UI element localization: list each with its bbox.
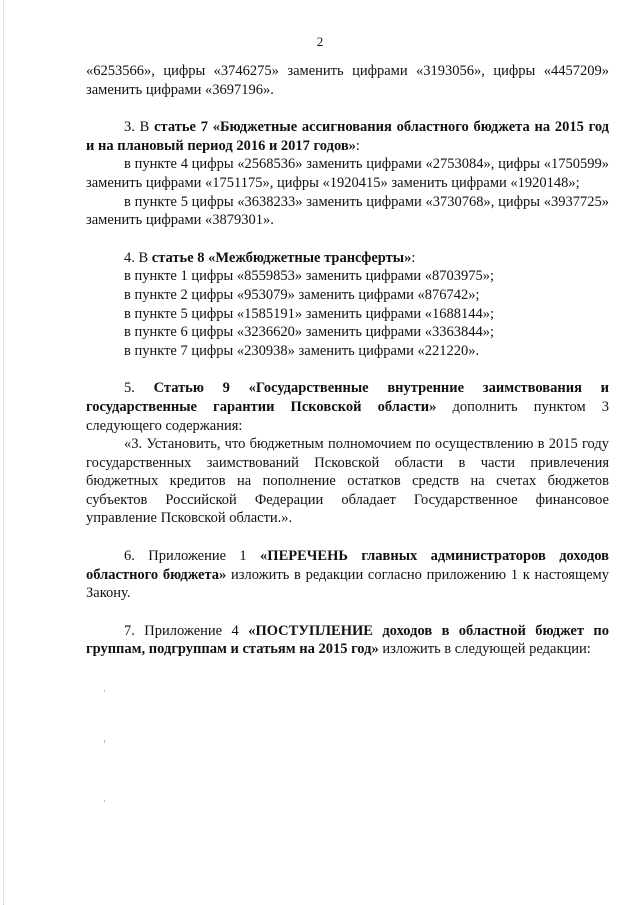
scan-speck	[104, 740, 105, 743]
scan-edge	[3, 0, 4, 905]
item-3-point-5: в пункте 5 цифры «3638233» заменить цифрами «3730768», цифры «3937725» заменить цифрами «3879301».	[86, 193, 609, 229]
item-4-point-5: в пункте 5 цифры «1585191» заменить цифрами «1688144»;	[124, 305, 495, 322]
scan-speck	[104, 690, 105, 692]
item-6: 6. Приложение 1 «ПЕРЕЧЕНЬ главных администраторов доходов областного бюджета» изложить в редакции согласно приложению 1 к настоящему Закону.	[86, 548, 610, 602]
item-3-point-4: в пункте 4 цифры «2568536» заменить цифрами «2753084», цифры «1750599» заменить цифрами «1751175», цифры «1920415» заменить цифрами «1920148»;	[86, 156, 609, 191]
item-5-heading: 5. Статью 9 «Государственные внутренние заимствования и государственные гарантии Псковской области» дополнить пунктом 3 следующего содержания:	[86, 380, 609, 434]
item-4-point-2: в пункте 2 цифры «953079» заменить цифрами «876742»;	[124, 286, 480, 303]
article-reference: статье 7 «Бюджетные ассигнования областного бюджета на 2015 год и на плановый период 2016 и 2017 годов»	[86, 119, 609, 154]
document-body	[86, 62, 609, 659]
item-4-point-1: в пункте 1 цифры «8559853» заменить цифрами «8703975»;	[124, 268, 495, 285]
item-3-heading: 3. В статье 7 «Бюджетные ассигнования областного бюджета на 2015 год и на плановый период 2016 и 2017 годов»:	[86, 119, 609, 154]
paragraph-continuation: «6253566», цифры «3746275» заменить цифрами «3193056», цифры «4457209»	[86, 63, 609, 79]
article-reference: Статью 9 «Государственные внутренние заимствования и государственные гарантии Псковской области»	[86, 380, 609, 415]
page-number: 2	[316, 34, 324, 49]
paragraph-continuation-end: заменить цифрами «3697196».	[86, 81, 274, 98]
item-4-heading: 4. В статье 8 «Межбюджетные трансферты»:	[124, 249, 416, 266]
item-4-point-7: в пункте 7 цифры «230938» заменить цифрами «221220».	[124, 342, 480, 359]
item-5-quoted-text: «3. Установить, что бюджетным полномочием по осуществлению в 2015 году государственных заимствований Псковской области в части привлечения бюджетных кредитов на пополнение остатков средств на счетах бюджетов субъектов Российской Федерации обладает Государственное финансовое управление Псковской области.».	[86, 436, 609, 527]
article-reference: статье 8 «Межбюджетные трансферты»	[151, 249, 412, 266]
scan-speck	[104, 800, 105, 802]
item-7: 7. Приложение 4 «ПОСТУПЛЕНИЕ доходов в областной бюджет по группам, подгруппам и статьям на 2015 год» изложить в следующей редакции:	[86, 622, 609, 658]
item-4-point-6: в пункте 6 цифры «3236620» заменить цифрами «3363844»;	[124, 324, 495, 341]
appendix-reference: «ПЕРЕЧЕНЬ главных администраторов доходов областного бюджета»	[86, 548, 610, 583]
appendix-reference: «ПОСТУПЛЕНИЕ доходов в областной бюджет по группам, подгруппам и статьям на 2015 год»	[86, 622, 609, 658]
